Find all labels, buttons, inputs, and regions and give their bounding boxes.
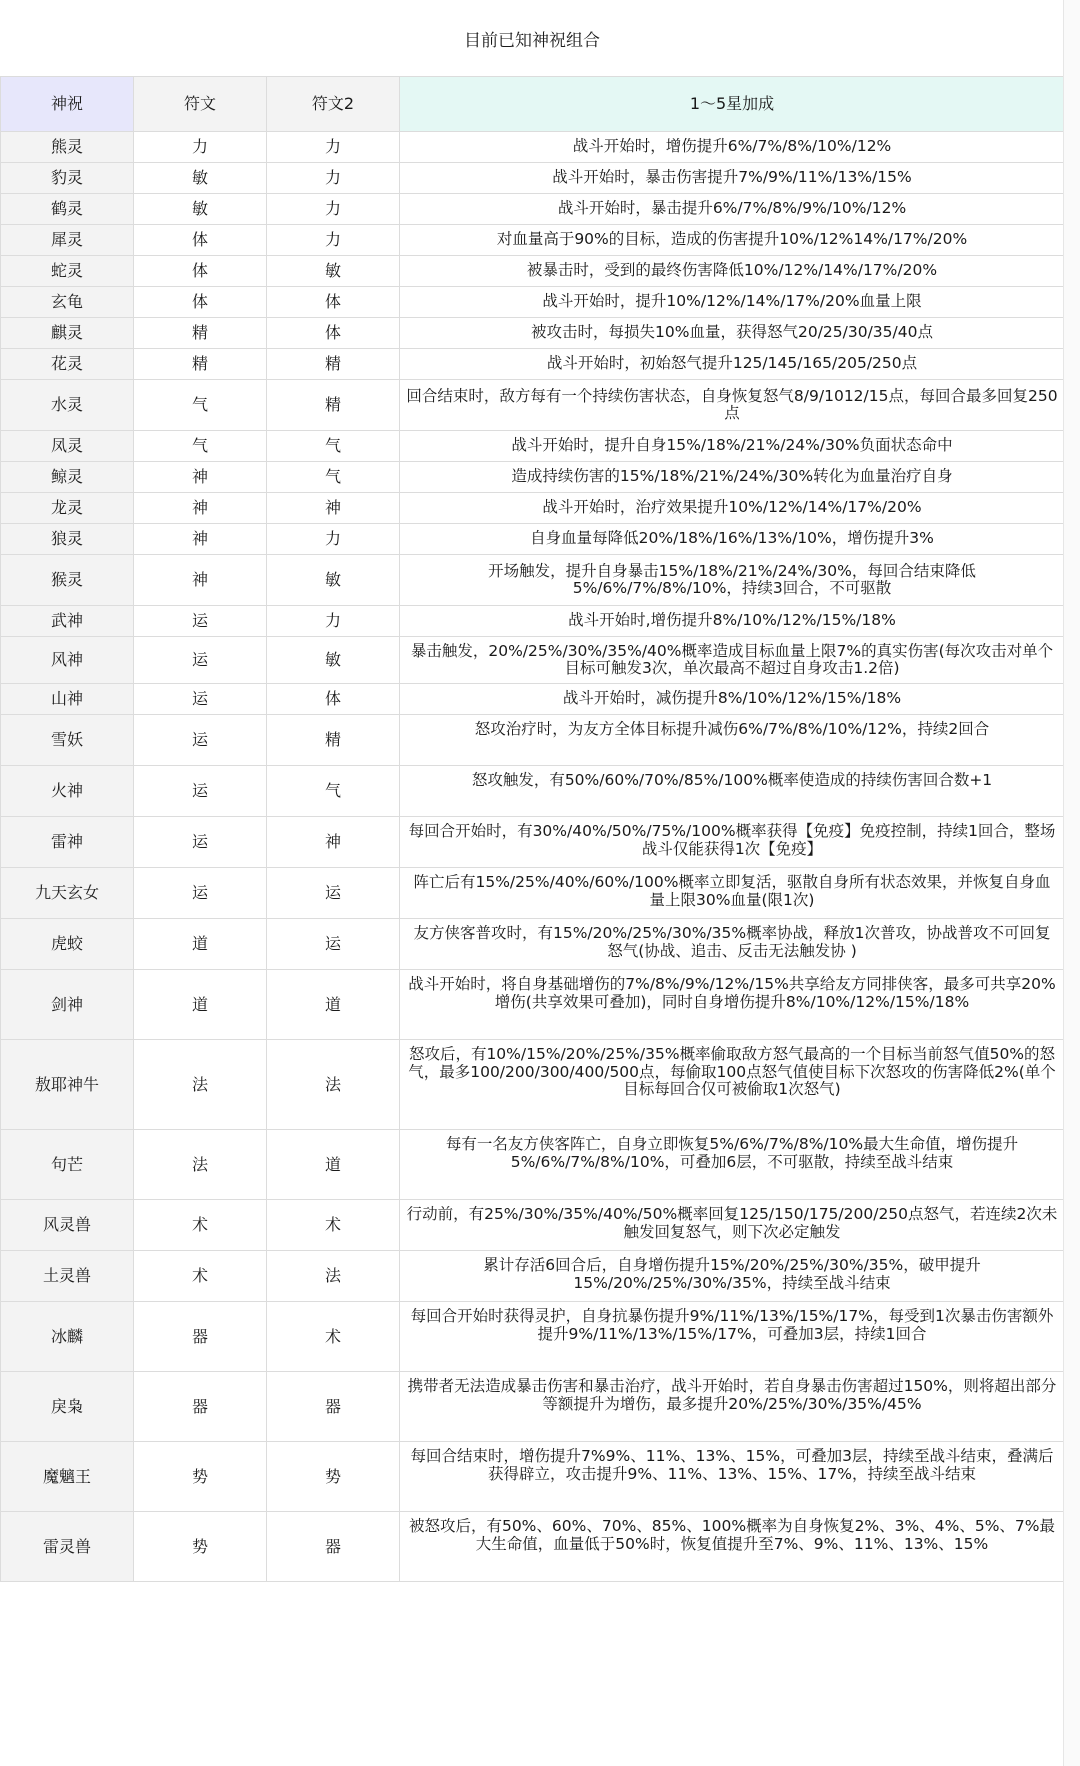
rune2-cell: 体: [267, 287, 400, 318]
star-bonus-cell: 战斗开始时，初始怒气提升125/145/165/205/250点: [400, 349, 1065, 380]
blessing-name-cell: 九天玄女: [1, 868, 134, 919]
blessing-name-cell: 风神: [1, 637, 134, 684]
table-row: [1, 817, 1065, 868]
blessing-name-cell: 雪妖: [1, 715, 134, 766]
table-row: [1, 163, 1065, 194]
rune-cell: 势: [134, 1512, 267, 1582]
rune-cell: 气: [134, 380, 267, 431]
star-bonus-cell: 开场触发，提升自身暴击15%/18%/21%/24%/30%，每回合结束降低5%/6%/7%/8%/10%，持续3回合，不可驱散: [400, 555, 1065, 606]
rune2-cell: 精: [267, 349, 400, 380]
rune-cell: 运: [134, 715, 267, 766]
blessing-name-cell: 鹤灵: [1, 194, 134, 225]
rune2-cell: 器: [267, 1372, 400, 1442]
star-bonus-cell: 被暴击时，受到的最终伤害降低10%/12%/14%/17%/20%: [400, 256, 1065, 287]
star-bonus-cell: 每有一名友方侠客阵亡，自身立即恢复5%/6%/7%/8%/10%最大生命值，增伤提升5%/6%/7%/8%/10%，可叠加6层，不可驱散，持续至战斗结束: [400, 1130, 1065, 1200]
header-rune2: 符文2: [267, 77, 400, 132]
rune-cell: 气: [134, 431, 267, 462]
table-row: [1, 318, 1065, 349]
table-row: [1, 1130, 1065, 1200]
table-row: [1, 132, 1065, 163]
star-bonus-cell: 被攻击时，每损失10%血量，获得怒气20/25/30/35/40点: [400, 318, 1065, 349]
blessing-name-cell: 熊灵: [1, 132, 134, 163]
blessing-name-cell: 猴灵: [1, 555, 134, 606]
rune2-cell: 道: [267, 970, 400, 1040]
blessing-name-cell: 武神: [1, 606, 134, 637]
rune2-cell: 法: [267, 1040, 400, 1130]
rune2-cell: 神: [267, 817, 400, 868]
table-row: [1, 766, 1065, 817]
rune2-cell: 运: [267, 868, 400, 919]
rune-cell: 力: [134, 132, 267, 163]
star-bonus-cell: 战斗开始时,增伤提升8%/10%/12%/15%/18%: [400, 606, 1065, 637]
rune-cell: 器: [134, 1372, 267, 1442]
table-row: [1, 462, 1065, 493]
blessing-name-cell: 凤灵: [1, 431, 134, 462]
blessing-name-cell: 虎蛟: [1, 919, 134, 970]
rune2-cell: 势: [267, 1442, 400, 1512]
rune-cell: 运: [134, 817, 267, 868]
rune-cell: 体: [134, 287, 267, 318]
rune2-cell: 体: [267, 318, 400, 349]
star-bonus-cell: 阵亡后有15%/25%/40%/60%/100%概率立即复活，驱散自身所有状态效果，并恢复自身血量上限30%血量(限1次): [400, 868, 1065, 919]
table-row: [1, 637, 1065, 684]
star-bonus-cell: 友方侠客普攻时，有15%/20%/25%/30%/35%概率协战，释放1次普攻，协战普攻不可回复怒气(协战、追击、反击无法触发协 ): [400, 919, 1065, 970]
rune-cell: 神: [134, 462, 267, 493]
blessing-name-cell: 麒灵: [1, 318, 134, 349]
table-row: [1, 287, 1065, 318]
star-bonus-cell: 累计存活6回合后，自身增伤提升15%/20%/25%/30%/35%，破甲提升15%/20%/25%/30%/35%，持续至战斗结束: [400, 1251, 1065, 1302]
page-title: 目前已知神祝组合: [0, 0, 1064, 77]
rune-cell: 运: [134, 868, 267, 919]
header-blessing: 神祝: [1, 77, 134, 132]
table-row: [1, 431, 1065, 462]
table-row: [1, 1372, 1065, 1442]
star-bonus-cell: 怒攻触发，有50%/60%/70%/85%/100%概率使造成的持续伤害回合数+1: [400, 766, 1065, 817]
rune-cell: 道: [134, 919, 267, 970]
rune-cell: 精: [134, 349, 267, 380]
rune-cell: 敏: [134, 163, 267, 194]
rune2-cell: 力: [267, 606, 400, 637]
star-bonus-cell: 回合结束时，敌方每有一个持续伤害状态，自身恢复怒气8/9/1012/15点，每回合最多回复250点: [400, 380, 1065, 431]
star-bonus-cell: 怒攻治疗时，为友方全体目标提升减伤6%/7%/8%/10%/12%，持续2回合: [400, 715, 1065, 766]
blessing-name-cell: 山神: [1, 684, 134, 715]
rune2-cell: 力: [267, 194, 400, 225]
star-bonus-cell: 战斗开始时，暴击伤害提升7%/9%/11%/13%/15%: [400, 163, 1065, 194]
rune2-cell: 术: [267, 1302, 400, 1372]
table-row: [1, 1200, 1065, 1251]
rune2-cell: 气: [267, 766, 400, 817]
table-row: [1, 684, 1065, 715]
rune-cell: 运: [134, 637, 267, 684]
table-row: [1, 493, 1065, 524]
table-row: [1, 1251, 1065, 1302]
star-bonus-cell: 战斗开始时，增伤提升6%/7%/8%/10%/12%: [400, 132, 1065, 163]
table-row: [1, 380, 1065, 431]
table-row: [1, 1442, 1065, 1512]
blessing-name-cell: 蛇灵: [1, 256, 134, 287]
rune2-cell: 气: [267, 431, 400, 462]
star-bonus-cell: 战斗开始时，暴击提升6%/7%/8%/9%/10%/12%: [400, 194, 1065, 225]
star-bonus-cell: 自身血量每降低20%/18%/16%/13%/10%，增伤提升3%: [400, 524, 1065, 555]
rune2-cell: 术: [267, 1200, 400, 1251]
blessing-name-cell: 土灵兽: [1, 1251, 134, 1302]
table-row: [1, 194, 1065, 225]
blessing-name-cell: 火神: [1, 766, 134, 817]
header-star-bonus: 1～5星加成: [400, 77, 1065, 132]
rune-cell: 敏: [134, 194, 267, 225]
star-bonus-cell: 每回合开始时，有30%/40%/50%/75%/100%概率获得【免疫】免疫控制，持续1回合，整场战斗仅能获得1次【免疫】: [400, 817, 1065, 868]
rune2-cell: 力: [267, 225, 400, 256]
rune2-cell: 敏: [267, 555, 400, 606]
rune-cell: 术: [134, 1251, 267, 1302]
blessing-name-cell: 风灵兽: [1, 1200, 134, 1251]
blessing-name-cell: 魔魑王: [1, 1442, 134, 1512]
vertical-scrollbar[interactable]: [1063, 0, 1080, 1766]
rune-cell: 运: [134, 766, 267, 817]
blessing-name-cell: 豹灵: [1, 163, 134, 194]
star-bonus-cell: 战斗开始时，提升10%/12%/14%/17%/20%血量上限: [400, 287, 1065, 318]
blessing-name-cell: 冰麟: [1, 1302, 134, 1372]
rune2-cell: 敏: [267, 637, 400, 684]
rune2-cell: 精: [267, 715, 400, 766]
rune-cell: 运: [134, 606, 267, 637]
rune2-cell: 力: [267, 132, 400, 163]
blessing-name-cell: 玄龟: [1, 287, 134, 318]
blessing-name-cell: 剑神: [1, 970, 134, 1040]
star-bonus-cell: 每回合结束时，增伤提升7%9%、11%、13%、15%，可叠加3层，持续至战斗结束，叠满后获得辟立，攻击提升9%、11%、13%、15%、17%，持续至战斗结束: [400, 1442, 1065, 1512]
table-row: [1, 225, 1065, 256]
blessing-name-cell: 戾枭: [1, 1372, 134, 1442]
rune-cell: 神: [134, 524, 267, 555]
table-row: [1, 970, 1065, 1040]
star-bonus-cell: 暴击触发，20%/25%/30%/35%/40%概率造成目标血量上限7%的真实伤害(每次攻击对单个目标可触发3次，单次最高不超过自身攻击1.2倍): [400, 637, 1065, 684]
blessing-name-cell: 犀灵: [1, 225, 134, 256]
table-row: [1, 349, 1065, 380]
rune-cell: 法: [134, 1130, 267, 1200]
rune-cell: 势: [134, 1442, 267, 1512]
table-row: [1, 606, 1065, 637]
rune2-cell: 道: [267, 1130, 400, 1200]
rune-cell: 道: [134, 970, 267, 1040]
blessing-name-cell: 雷神: [1, 817, 134, 868]
blessing-name-cell: 句芒: [1, 1130, 134, 1200]
table-header-row: [1, 77, 1065, 132]
star-bonus-cell: 怒攻后，有10%/15%/20%/25%/35%概率偷取敌方怒气最高的一个目标当前怒气值50%的怒气，最多100/200/300/400/500点，每偷取100点怒气值使目标下次怒攻的伤害降低2%(单个目标每回合仅可被偷取1次怒气): [400, 1040, 1065, 1130]
rune-cell: 神: [134, 493, 267, 524]
table-row: [1, 256, 1065, 287]
star-bonus-cell: 被怒攻后，有50%、60%、70%、85%、100%概率为自身恢复2%、3%、4%、5%、7%最大生命值，血量低于50%时，恢复值提升至7%、9%、11%、13%、15%: [400, 1512, 1065, 1582]
rune2-cell: 力: [267, 524, 400, 555]
header-rune: 符文: [134, 77, 267, 132]
rune2-cell: 器: [267, 1512, 400, 1582]
rune2-cell: 神: [267, 493, 400, 524]
rune2-cell: 力: [267, 163, 400, 194]
table-row: [1, 555, 1065, 606]
star-bonus-cell: 行动前，有25%/30%/35%/40%/50%概率回复125/150/175/200/250点怒气，若连续2次未触发回复怒气，则下次必定触发: [400, 1200, 1065, 1251]
rune-cell: 神: [134, 555, 267, 606]
rune-cell: 运: [134, 684, 267, 715]
rune2-cell: 气: [267, 462, 400, 493]
blessing-name-cell: 花灵: [1, 349, 134, 380]
table-row: [1, 1040, 1065, 1130]
blessing-table: [0, 76, 1065, 1582]
rune-cell: 术: [134, 1200, 267, 1251]
star-bonus-cell: 战斗开始时，提升自身15%/18%/21%/24%/30%负面状态命中: [400, 431, 1065, 462]
rune2-cell: 运: [267, 919, 400, 970]
rune-cell: 法: [134, 1040, 267, 1130]
blessing-name-cell: 鲸灵: [1, 462, 134, 493]
star-bonus-cell: 每回合开始时获得灵护，自身抗暴伤提升9%/11%/13%/15%/17%，每受到1次暴击伤害额外提升9%/11%/13%/15%/17%，可叠加3层，持续1回合: [400, 1302, 1065, 1372]
table-row: [1, 919, 1065, 970]
rune2-cell: 敏: [267, 256, 400, 287]
rune-cell: 精: [134, 318, 267, 349]
blessing-name-cell: 雷灵兽: [1, 1512, 134, 1582]
star-bonus-cell: 对血量高于90%的目标，造成的伤害提升10%/12%14%/17%/20%: [400, 225, 1065, 256]
rune-cell: 器: [134, 1302, 267, 1372]
star-bonus-cell: 战斗开始时，治疗效果提升10%/12%/14%/17%/20%: [400, 493, 1065, 524]
rune-cell: 体: [134, 256, 267, 287]
blessing-name-cell: 敖耶神牛: [1, 1040, 134, 1130]
table-row: [1, 524, 1065, 555]
star-bonus-cell: 造成持续伤害的15%/18%/21%/24%/30%转化为血量治疗自身: [400, 462, 1065, 493]
rune2-cell: 体: [267, 684, 400, 715]
rune2-cell: 法: [267, 1251, 400, 1302]
star-bonus-cell: 战斗开始时，将自身基础增伤的7%/8%/9%/12%/15%共享给友方同排侠客，最多可共享20%增伤(共享效果可叠加)，同时自身增伤提升8%/10%/12%/15%/18%: [400, 970, 1065, 1040]
table-row: [1, 1302, 1065, 1372]
table-row: [1, 715, 1065, 766]
table-row: [1, 868, 1065, 919]
table-body: [1, 132, 1065, 1582]
rune-cell: 体: [134, 225, 267, 256]
blessing-name-cell: 水灵: [1, 380, 134, 431]
rune2-cell: 精: [267, 380, 400, 431]
blessing-name-cell: 龙灵: [1, 493, 134, 524]
star-bonus-cell: 携带者无法造成暴击伤害和暴击治疗，战斗开始时，若自身暴击伤害超过150%，则将超出部分等额提升为增伤，最多提升20%/25%/30%/35%/45%: [400, 1372, 1065, 1442]
table-row: [1, 1512, 1065, 1582]
star-bonus-cell: 战斗开始时，减伤提升8%/10%/12%/15%/18%: [400, 684, 1065, 715]
blessing-name-cell: 狼灵: [1, 524, 134, 555]
